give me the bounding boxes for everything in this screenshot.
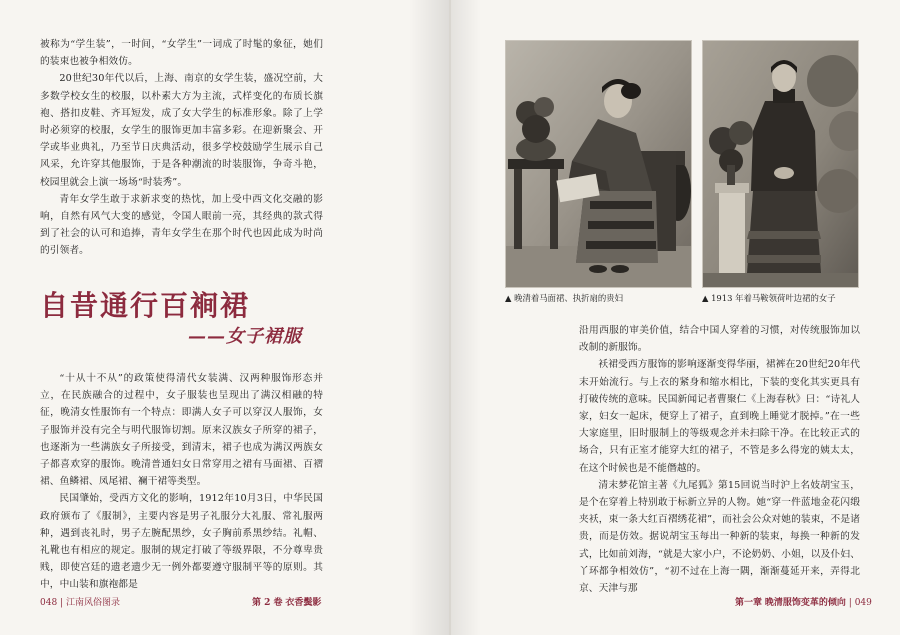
photo-1913-woman-image — [703, 41, 858, 287]
right-page — [451, 0, 900, 635]
paragraph: 袄裙受西方服饰的影响逐渐变得华丽，裙裤在20世纪20年代末开始流行。与上衣的紧身和缩水相比，下装的变化其实更具有打破传统的意味。民国新闻记者曹聚仁《上海春秋》曰：“诗礼人家，妇女一起床，便穿上了裙子，直到晚上睡觉才脱掉。”在一些大家庭里，旧时服制上的等级观念并未扫除干净。在比较正式的场合，只有正室才能穿大红的裙子，不管是多么得宠的姨太太，在这个时候也是不能僭越的。 — [579, 359, 860, 474]
photo-caption: ▲ 晚清着马面裙、执折扇的贵妇 — [505, 293, 623, 303]
photo-qing-noblewoman-image — [506, 41, 691, 287]
footer-separator: | — [60, 598, 64, 608]
section-subheading: ——女子裙服 — [188, 326, 302, 347]
paragraph: “十从十不从”的政策使得清代女装满、汉两种服饰形态并立，在民族融合的过程中，女子服装也呈现出了满汉相融的特征，晚清女性服饰有一个特点：即满人女子可以穿汉人服饰，女子服饰并没有完全与明代服饰切割。原来汉族女子所穿的裙子，也逐渐为一些满族女子所接受，到清末，裙子也成为满汉两族女子都喜欢穿的服饰。晚清普通妇女日常穿用之裙有马面裙、百褶裙、鱼鳞裙、凤尾裙、襕干裙等类型。 — [40, 373, 323, 488]
photo-1913-woman — [702, 40, 859, 288]
page-number: 049 — [854, 598, 872, 608]
volume-label: 第 2 卷 — [252, 598, 283, 608]
running-footer-chapter — [735, 595, 872, 608]
paragraph: 清末梦花馆主著《九尾狐》第15回说当时沪上名妓胡宝玉，是个在穿着上特别敢于标新立异的人物。她“穿一件蓝地金花闪缎夹袄，束一条大红百褶绣花裙”，而社会公众对她的装束，不是诸贵，而是仿效。据说胡宝玉每出一种新的装束，每换一种新的发式，比如前刘海，“就是大家小户，不论奶奶、小姐，以及仆妇、丫环都争相效仿”，“初不过在上海一隅，渐渐蔓延开来，弄得北京、天津与那 — [579, 479, 860, 595]
section-heading: 自昔通行百裥裙 — [40, 289, 251, 322]
volume-title: 衣香鬓影 — [285, 598, 322, 608]
gutter-shadow — [451, 0, 481, 635]
paragraph: 沿用西服的审美价值，结合中国人穿着的习惯，对传统服饰加以改制的新服饰。 — [579, 325, 860, 354]
page-number: 048 — [40, 598, 58, 608]
running-footer-volume — [252, 595, 321, 608]
photo-caption: ▲ 1913 年着马鞍领荷叶边裙的女子 — [702, 293, 836, 303]
footer-separator: | — [848, 598, 852, 608]
paragraph: 青年女学生敢于求新求变的热忱，加上受中西文化交融的影响，自然有风气大变的感觉，令国人眼前一亮，其经典的款式得到了社会的认可和追捧，青年女学生在那个时代也因此成为时尚的引领者。 — [40, 193, 323, 257]
left-bottom-text — [40, 370, 323, 594]
photo-qing-noblewoman — [505, 40, 692, 288]
left-page — [0, 0, 449, 635]
paragraph: 20世纪30年代以后，上海、南京的女学生装，盛况空前，大多数学校女生的校服，以朴素大方为主流，式样变化的布质长旗袍、搭扣皮鞋、齐耳短发，成了女大学生的标准形象。除了上学时必须穿的校服，女学生的服饰更加丰富多彩。在迎新聚会、开学或毕业典礼，乃至节日庆典活动，很多学校鼓励学生展示自己风采，允许穿其他服饰，于是各种潮流的时装服饰，争奇斗艳，校园里就会上演一场场“时装秀”。 — [40, 73, 323, 188]
gutter-shadow — [409, 0, 449, 635]
chapter-title: 晚清服饰变革的倾向 — [764, 598, 846, 608]
running-footer-left — [40, 595, 120, 608]
chapter-label: 第一章 — [735, 598, 763, 608]
paragraph: 民国肇始，受西方文化的影响，1912年10月3日，中华民国政府颁布了《服制》，主要内容是男子礼服分大礼服、常礼服两种，遇到丧礼时，男子左腕配黑纱，女子胸前系黑纱结。礼帽、礼靴也有相应的规定。服制的规定打破了等级界限，不分尊卑贵贱，即使宫廷的遗老遗少无一例外都要遵守服制平等的原则。其中，中山装和旗袍都是 — [40, 493, 323, 591]
book-title: 江南风俗图录 — [65, 598, 120, 608]
paragraph: 被称为“学生装”，一时间，“女学生”一词成了时髦的象征，她们的装束也被争相效仿。 — [40, 39, 323, 68]
left-top-text — [40, 36, 323, 260]
right-text — [579, 322, 860, 597]
